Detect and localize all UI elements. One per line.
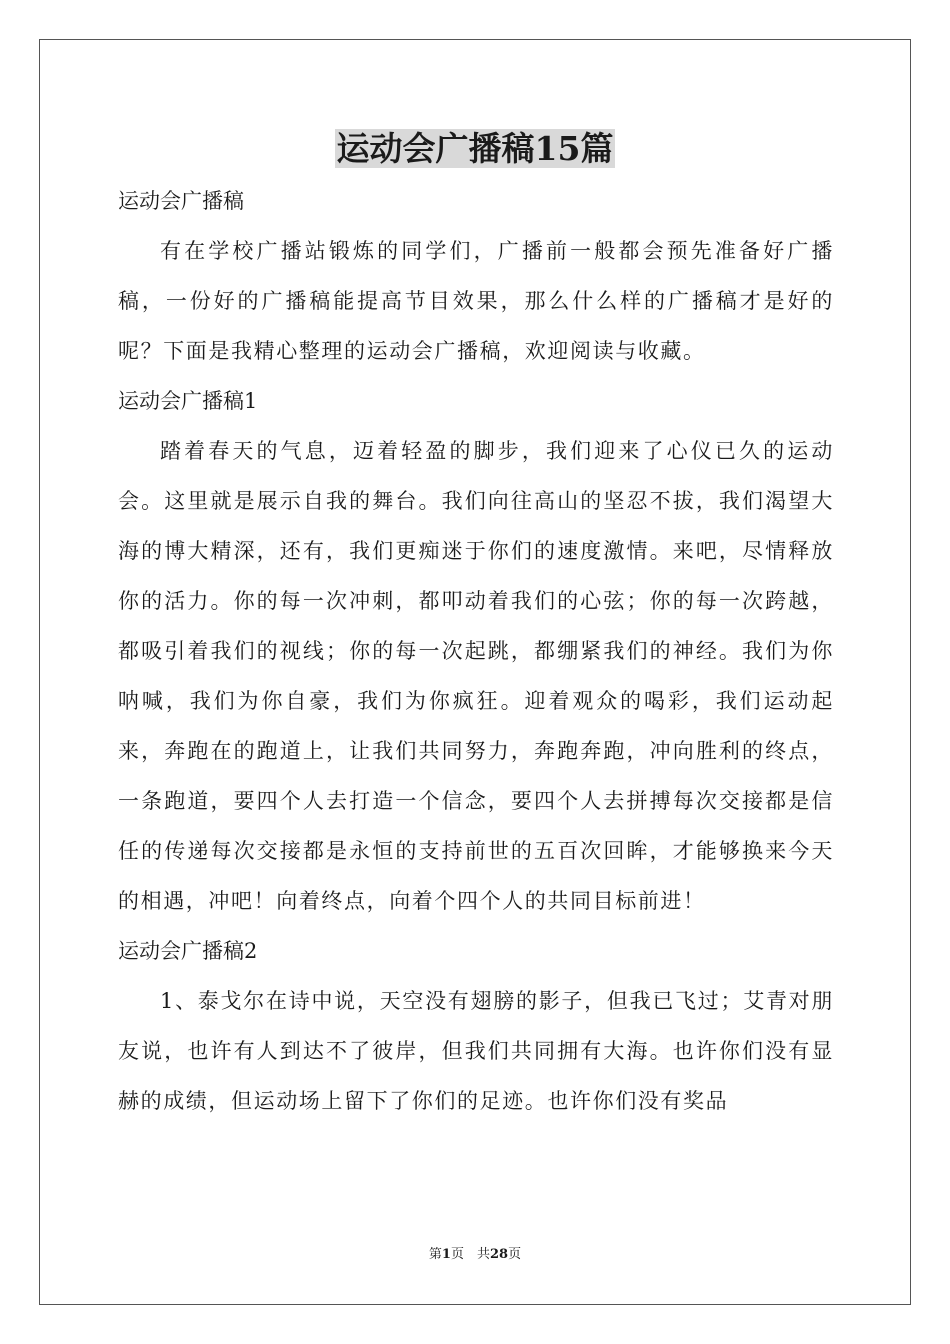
section-heading: 运动会广播稿	[118, 189, 244, 213]
page-label-mid: 页 共	[450, 1247, 490, 1262]
section-paragraph: 1、泰戈尔在诗中说，天空没有翅膀的影子，但我已飞过；艾青对朋友说，也许有人到达不了彼岸，但我们共同拥有大海。也许你们没有显赫的成绩，但运动场上留下了你们的足迹。也许你们没有奖品	[118, 989, 834, 1113]
document-title	[0, 128, 950, 170]
document-title-text: 运动会广播稿15篇	[336, 129, 614, 168]
page-label-prefix: 第	[428, 1247, 442, 1262]
section-paragraph: 有在学校广播站锻炼的同学们，广播前一般都会预先准备好广播稿，一份好的广播稿能提高节目效果，那么什么样的广播稿才是好的呢？下面是我精心整理的运动会广播稿，欢迎阅读与收藏。	[118, 239, 834, 363]
section-heading: 运动会广播稿2	[118, 939, 258, 963]
section-paragraph: 踏着春天的气息，迈着轻盈的脚步，我们迎来了心仪已久的运动会。这里就是展示自我的舞台。我们向往高山的坚忍不拔，我们渴望大海的博大精深，还有，我们更痴迷于你们的速度激情。来吧，尽情释放你的活力。你的每一次冲刺，都叩动着我们的心弦；你的每一次跨越，都吸引着我们的视线；你的每一次起跳，都绷紧我们的神经。我们为你呐喊，我们为你自豪，我们为你疯狂。迎着观众的喝彩，我们运动起来，奔跑在的跑道上，让我们共同努力，奔跑奔跑，冲向胜利的终点，一条跑道，要四个人去打造一个信念，要四个人去拼搏每次交接都是信任的传递每次交接都是永恒的支持前世的五百次回眸，才能够换来今天的相遇，冲吧！向着终点，向着个四个人的共同目标前进！	[118, 439, 834, 913]
page-total: 28	[489, 1247, 509, 1262]
page-current: 1	[441, 1247, 451, 1262]
document-body	[118, 176, 834, 1126]
section-heading: 运动会广播稿1	[118, 389, 258, 413]
page-footer	[0, 1246, 950, 1264]
page-label-suffix: 页	[508, 1247, 522, 1262]
